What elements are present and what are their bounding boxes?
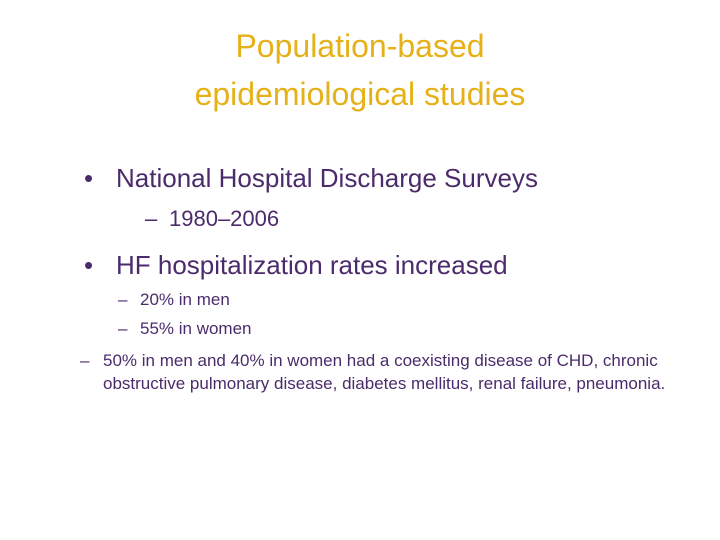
- slide-title: [60, 22, 660, 118]
- title-line-2: epidemiological studies: [194, 76, 526, 112]
- sub-bullet-text: 50% in men and 40% in women had a coexisting disease of CHD, chronic obstructive pulmonary disease, diabetes mellitus, renal failure, pneumonia.: [103, 351, 666, 393]
- bullet-hf-rates: [84, 250, 508, 281]
- sub-bullet-text: 20% in men: [140, 290, 230, 309]
- bullet-national-surveys: [84, 163, 538, 194]
- title-line-1: Population-based: [235, 28, 485, 64]
- bullet-text: National Hospital Discharge Surveys: [116, 163, 538, 193]
- sub-bullet-text: 55% in women: [140, 319, 252, 338]
- dash-mark: –: [80, 351, 90, 370]
- dash-mark: –: [145, 206, 158, 231]
- dash-mark: –: [118, 290, 128, 309]
- sub-bullet-women: [118, 319, 252, 339]
- bullet-text: HF hospitalization rates increased: [116, 250, 508, 280]
- dash-mark: –: [118, 319, 128, 338]
- bullet-mark: •: [84, 250, 94, 280]
- sub-bullet-text: 1980–2006: [169, 206, 280, 231]
- sub-bullet-men: [118, 290, 230, 310]
- bullet-mark: •: [84, 163, 94, 193]
- sub-bullet-coexisting-disease: [80, 349, 680, 395]
- sub-bullet-years: [145, 206, 279, 232]
